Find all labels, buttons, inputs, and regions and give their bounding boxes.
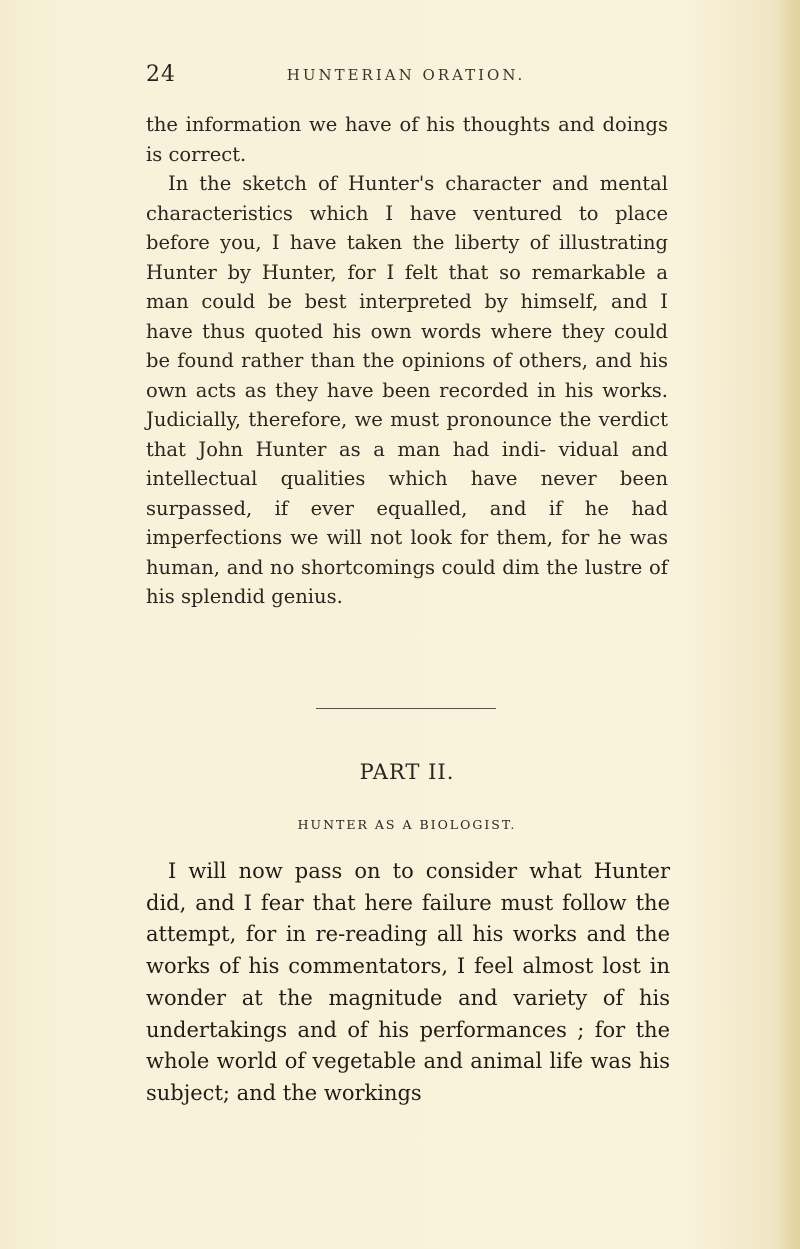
page-number: 24 — [146, 62, 176, 87]
body-text — [146, 110, 668, 612]
part-title: PART II. — [359, 760, 455, 784]
page-header — [146, 62, 666, 92]
page-edge-shadow — [778, 0, 800, 1249]
section-divider — [316, 708, 496, 709]
paragraph: I will now pass on to consider what Hunter did, and I fear that here failure must follow the attempt, for in re-reading all his works and the works of his commentators, I feel almost lost in wonder at the magnitude and variety of his undertakings and of his performances ; for the whole world of vegetable and animal life was his subject; and the workings — [146, 859, 670, 1105]
section-body — [146, 856, 670, 1110]
running-title: HUNTERIAN ORATION. — [286, 66, 526, 84]
part-subtitle: HUNTER AS A BIOLOGIST. — [297, 817, 517, 832]
paragraph-continued: the information we have of his thoughts and doings is correct. — [146, 113, 668, 166]
paragraph: In the sketch of Hunter's character and mental characteristics which I have ventured to place before you, I have taken the liberty of illustrating Hunter by Hunter, for I felt that so remarkable a man could be best interpreted by himself, and I have thus quoted his own words where they could be found rather than the opinions of others, and his own acts as they have been recorded in his works. Judicially, therefore, we must pronounce the verdict that John Hunter as a man had indi- vidual and intellectual qualities which have never been surpassed, if ever equalled, and if he had imperfections we will not look for them, for he was human, and no shortcomings could dim the lustre of his splendid genius. — [146, 172, 668, 608]
